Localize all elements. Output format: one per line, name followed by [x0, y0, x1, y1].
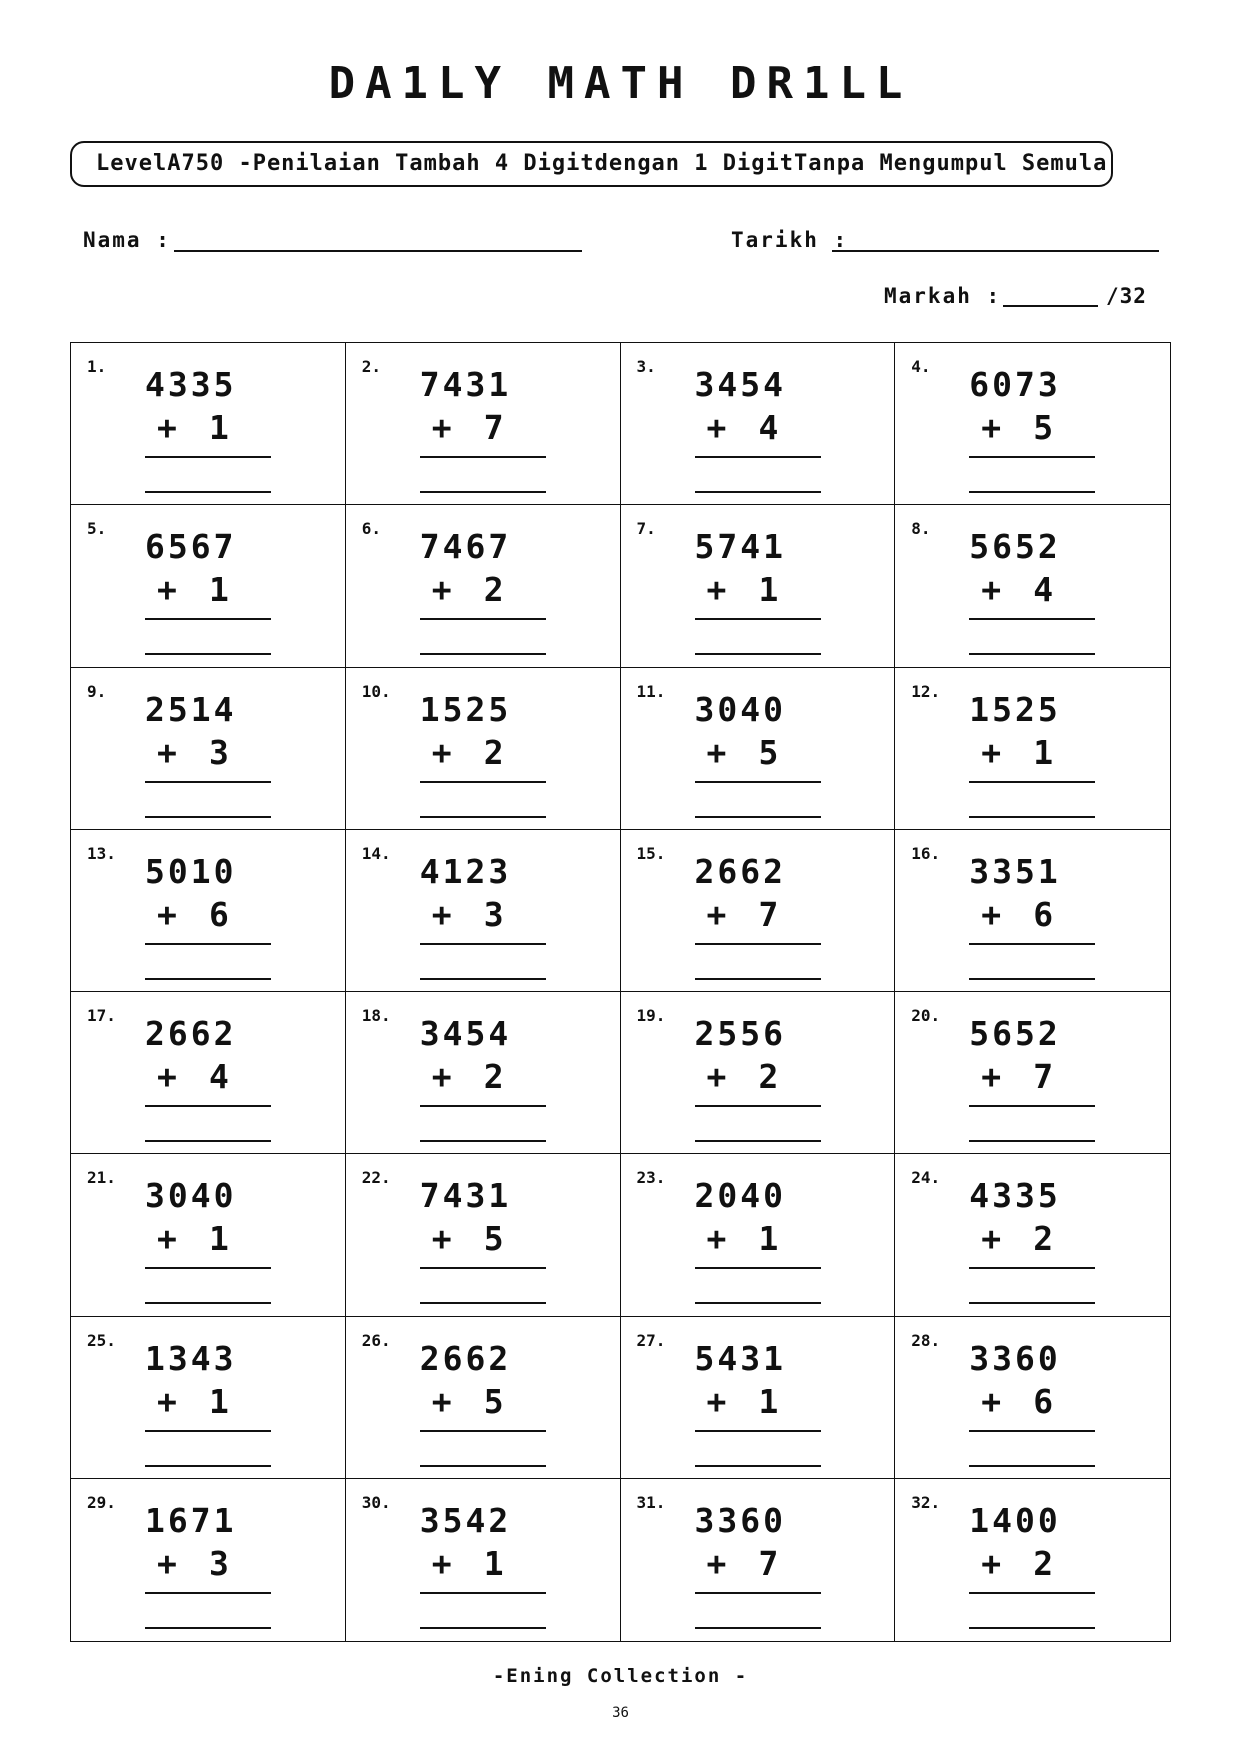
plus-sign: +	[157, 732, 177, 772]
problem-operand-bottom: 2	[1033, 1219, 1054, 1259]
problem-number: 27.	[636, 1330, 666, 1350]
problem-number: 8.	[911, 519, 931, 539]
problem-operand-top: 6073	[969, 365, 1061, 404]
plus-sign: +	[431, 1543, 452, 1583]
problem-operand-bottom: 1	[209, 408, 229, 447]
score-field[interactable]	[1003, 305, 1098, 307]
problem-number: 23.	[636, 1168, 666, 1188]
problem-cell	[71, 830, 346, 992]
answer-line[interactable]	[969, 1627, 1095, 1629]
answer-line[interactable]	[420, 653, 546, 655]
problem-operand-bottom: 4	[209, 1057, 229, 1096]
plus-sign: +	[706, 570, 727, 610]
problem-number: 14.	[361, 843, 391, 863]
problem-operand-top: 3360	[969, 1338, 1061, 1378]
problem-operand-top: 7431	[419, 1176, 512, 1216]
page-title: DA1LY MATH DR1LL	[328, 58, 913, 109]
plus-sign: +	[981, 570, 1002, 610]
plus-sign: +	[981, 1057, 1002, 1096]
problem-operand-top: 5652	[969, 1014, 1061, 1053]
answer-line[interactable]	[145, 1140, 271, 1142]
problem-operand-bottom: 5	[483, 1381, 504, 1421]
problem-operand-bottom: 2	[483, 732, 504, 772]
problem-operand-bottom: 7	[483, 408, 504, 447]
sum-line	[695, 1105, 821, 1107]
problem-operand-top: 5652	[969, 527, 1061, 567]
problem-operand-bottom: 6	[1033, 1381, 1054, 1421]
problem-cell	[895, 505, 1170, 667]
problem-operand-top: 5010	[145, 851, 237, 891]
answer-line[interactable]	[145, 1465, 271, 1467]
problem-operand-top: 1525	[419, 689, 512, 729]
sum-line	[695, 1430, 821, 1432]
problem-operand-bottom: 5	[483, 1219, 504, 1259]
problem-number: 6.	[361, 519, 382, 539]
sum-line	[145, 1592, 271, 1594]
problem-number: 5.	[87, 519, 107, 539]
answer-line[interactable]	[969, 816, 1095, 818]
problem-operand-bottom: 7	[758, 1543, 779, 1583]
problem-number: 16.	[911, 843, 941, 863]
problem-number: 32.	[911, 1492, 941, 1512]
problem-number: 28.	[911, 1330, 941, 1350]
answer-line[interactable]	[969, 653, 1095, 655]
answer-line[interactable]	[145, 1627, 271, 1629]
problem-cell	[346, 1479, 621, 1641]
problem-number: 29.	[87, 1492, 116, 1512]
plus-sign: +	[706, 1381, 727, 1421]
sum-line	[420, 1592, 546, 1594]
problem-cell	[71, 1317, 346, 1479]
problem-number: 4.	[911, 357, 931, 376]
problem-number: 11.	[636, 681, 666, 701]
plus-sign: +	[431, 570, 452, 610]
problem-operand-bottom: 1	[758, 570, 779, 610]
problem-operand-bottom: 5	[1033, 408, 1054, 447]
score-label: Markah :	[884, 284, 1002, 308]
problem-operand-top: 3454	[694, 365, 786, 404]
problem-operand-bottom: 2	[1033, 1543, 1054, 1583]
answer-line[interactable]	[969, 1140, 1095, 1142]
plus-sign: +	[706, 1057, 727, 1096]
problem-operand-top: 4123	[419, 851, 512, 891]
problem-operand-bottom: 2	[483, 570, 504, 610]
problem-operand-top: 2662	[145, 1014, 237, 1053]
problem-operand-bottom: 6	[209, 894, 229, 934]
problem-operand-bottom: 6	[1033, 894, 1054, 934]
page-number: 36	[612, 1705, 629, 1721]
sum-line	[420, 618, 546, 620]
answer-line[interactable]	[969, 978, 1095, 980]
answer-line[interactable]	[695, 978, 821, 980]
problem-operand-bottom: 4	[758, 408, 779, 447]
problem-cell	[346, 1154, 621, 1316]
problem-operand-bottom: 7	[758, 894, 779, 934]
problem-cell	[71, 343, 346, 505]
problem-cell	[621, 830, 896, 992]
problem-cell	[895, 1154, 1170, 1316]
answer-line[interactable]	[420, 1627, 546, 1629]
plus-sign: +	[706, 732, 727, 772]
problem-cell	[621, 1317, 896, 1479]
problem-number: 12.	[911, 681, 941, 701]
answer-line[interactable]	[695, 1465, 821, 1467]
sum-line	[969, 456, 1095, 458]
plus-sign: +	[431, 732, 452, 772]
problem-cell	[895, 830, 1170, 992]
sum-line	[145, 456, 271, 458]
sum-line	[695, 618, 821, 620]
problem-number: 19.	[636, 1006, 666, 1025]
problem-operand-bottom: 1	[758, 1381, 779, 1421]
footer-credit: -Ening Collection -	[492, 1665, 749, 1687]
answer-line[interactable]	[695, 816, 821, 818]
problem-operand-top: 5431	[694, 1338, 786, 1378]
problem-operand-top: 3040	[145, 1176, 237, 1216]
problem-cell	[895, 343, 1170, 505]
answer-line[interactable]	[145, 816, 271, 818]
problem-number: 15.	[636, 843, 666, 863]
sum-line	[969, 1430, 1095, 1432]
problem-operand-top: 2556	[694, 1014, 786, 1053]
problem-operand-top: 4335	[969, 1176, 1061, 1216]
problem-cell	[621, 505, 896, 667]
problem-number: 3.	[636, 357, 656, 376]
sum-line	[969, 1267, 1095, 1269]
answer-line[interactable]	[969, 491, 1095, 493]
problem-number: 26.	[361, 1330, 391, 1350]
plus-sign: +	[981, 408, 1002, 447]
sum-line	[420, 781, 546, 783]
plus-sign: +	[431, 1219, 452, 1259]
problem-operand-top: 2662	[419, 1338, 512, 1378]
problem-operand-bottom: 1	[483, 1543, 504, 1583]
answer-line[interactable]	[420, 1140, 546, 1142]
sum-line	[145, 618, 271, 620]
problem-operand-bottom: 1	[209, 1219, 229, 1259]
name-label: Nama :	[83, 228, 171, 252]
problem-cell	[71, 1154, 346, 1316]
sum-line	[695, 456, 821, 458]
date-field[interactable]	[832, 250, 1159, 252]
problem-operand-top: 7467	[419, 527, 512, 567]
sum-line	[145, 1430, 271, 1432]
problem-operand-top: 2040	[694, 1176, 786, 1216]
problem-operand-bottom: 5	[758, 732, 779, 772]
sum-line	[420, 456, 546, 458]
sum-line	[695, 1267, 821, 1269]
plus-sign: +	[431, 408, 452, 447]
problem-operand-bottom: 4	[1033, 570, 1054, 610]
score-total: /32	[1106, 284, 1147, 308]
sum-line	[420, 1430, 546, 1432]
sum-line	[420, 1105, 546, 1107]
problem-cell	[346, 343, 621, 505]
problem-operand-top: 3542	[419, 1500, 512, 1540]
plus-sign: +	[706, 408, 727, 447]
problem-cell	[895, 992, 1170, 1154]
sum-line	[695, 1592, 821, 1594]
problem-operand-bottom: 3	[209, 732, 229, 772]
plus-sign: +	[431, 1057, 452, 1096]
problem-operand-bottom: 3	[483, 894, 504, 934]
answer-line[interactable]	[695, 1302, 821, 1304]
answer-line[interactable]	[420, 491, 546, 493]
sum-line	[420, 943, 546, 945]
problem-cell	[71, 992, 346, 1154]
plus-sign: +	[157, 894, 177, 934]
sum-line	[969, 1105, 1095, 1107]
problem-cell	[895, 1479, 1170, 1641]
plus-sign: +	[431, 894, 452, 934]
problem-operand-top: 7431	[419, 365, 512, 404]
answer-line[interactable]	[420, 978, 546, 980]
plus-sign: +	[706, 894, 727, 934]
problem-operand-top: 3360	[694, 1500, 786, 1540]
plus-sign: +	[981, 1543, 1002, 1583]
problem-operand-top: 3454	[419, 1014, 512, 1053]
problem-operand-top: 6567	[145, 527, 237, 567]
plus-sign: +	[706, 1543, 727, 1583]
problem-operand-top: 1343	[145, 1338, 237, 1378]
answer-line[interactable]	[145, 491, 271, 493]
problem-operand-top: 2514	[145, 689, 237, 729]
problem-operand-bottom: 2	[758, 1057, 779, 1096]
problem-number: 1.	[87, 357, 107, 376]
answer-line[interactable]	[145, 978, 271, 980]
answer-line[interactable]	[695, 1627, 821, 1629]
sum-line	[969, 1592, 1095, 1594]
plus-sign: +	[706, 1219, 727, 1259]
problem-operand-top: 1525	[969, 689, 1061, 729]
problem-operand-top: 2662	[694, 851, 786, 891]
problem-number: 24.	[911, 1168, 941, 1188]
sum-line	[145, 1267, 271, 1269]
problem-number: 30.	[361, 1492, 391, 1512]
problem-number: 17.	[87, 1006, 116, 1025]
plus-sign: +	[157, 1381, 177, 1421]
problem-number: 22.	[361, 1168, 391, 1188]
problem-cell	[71, 505, 346, 667]
plus-sign: +	[157, 1219, 177, 1259]
answer-line[interactable]	[969, 1302, 1095, 1304]
problem-operand-top: 5741	[694, 527, 786, 567]
problem-cell	[71, 1479, 346, 1641]
problem-cell	[621, 1479, 896, 1641]
problem-operand-top: 4335	[145, 365, 237, 404]
sum-line	[969, 618, 1095, 620]
answer-line[interactable]	[145, 1302, 271, 1304]
plus-sign: +	[157, 1543, 177, 1583]
answer-line[interactable]	[695, 491, 821, 493]
problem-number: 25.	[87, 1330, 116, 1350]
sum-line	[145, 781, 271, 783]
problem-operand-top: 3351	[969, 851, 1061, 891]
problem-number: 2.	[361, 357, 382, 376]
plus-sign: +	[431, 1381, 452, 1421]
plus-sign: +	[981, 732, 1002, 772]
problem-operand-bottom: 3	[209, 1543, 229, 1583]
answer-line[interactable]	[695, 653, 821, 655]
name-field[interactable]	[174, 250, 582, 252]
problem-number: 31.	[636, 1492, 666, 1512]
problem-operand-bottom: 2	[483, 1057, 504, 1096]
problem-cell	[621, 668, 896, 830]
plus-sign: +	[157, 1057, 177, 1096]
problem-operand-bottom: 7	[1033, 1057, 1054, 1096]
problem-number: 18.	[361, 1006, 391, 1025]
problem-operand-top: 1671	[145, 1500, 237, 1540]
answer-line[interactable]	[969, 1465, 1095, 1467]
plus-sign: +	[981, 894, 1002, 934]
problem-cell	[346, 505, 621, 667]
problem-number: 9.	[87, 681, 107, 701]
answer-line[interactable]	[420, 1465, 546, 1467]
problem-operand-top: 1400	[969, 1500, 1061, 1540]
problem-grid	[70, 342, 1171, 1642]
sum-line	[420, 1267, 546, 1269]
problem-operand-top: 3040	[694, 689, 786, 729]
problem-operand-bottom: 1	[209, 1381, 229, 1421]
answer-line[interactable]	[695, 1140, 821, 1142]
level-description: LevelA750 -Penilaian Tambah 4 Digitdengan 1 DigitTanpa Mengumpul Semula	[70, 141, 1113, 187]
problem-operand-bottom: 1	[209, 570, 229, 610]
sum-line	[695, 781, 821, 783]
date-label: Tarikh :	[731, 228, 849, 252]
problem-number: 21.	[87, 1168, 116, 1188]
problem-cell	[71, 668, 346, 830]
problem-operand-bottom: 1	[758, 1219, 779, 1259]
problem-operand-bottom: 1	[1033, 732, 1054, 772]
problem-number: 13.	[87, 843, 116, 863]
answer-line[interactable]	[145, 653, 271, 655]
answer-line[interactable]	[420, 1302, 546, 1304]
problem-number: 10.	[361, 681, 391, 701]
plus-sign: +	[981, 1381, 1002, 1421]
plus-sign: +	[157, 408, 177, 447]
sum-line	[969, 943, 1095, 945]
sum-line	[145, 1105, 271, 1107]
sum-line	[695, 943, 821, 945]
sum-line	[145, 943, 271, 945]
sum-line	[969, 781, 1095, 783]
plus-sign: +	[981, 1219, 1002, 1259]
problem-cell	[621, 343, 896, 505]
problem-number: 7.	[636, 519, 656, 539]
problem-cell	[621, 992, 896, 1154]
answer-line[interactable]	[420, 816, 546, 818]
problem-cell	[621, 1154, 896, 1316]
problem-cell	[346, 992, 621, 1154]
plus-sign: +	[157, 570, 177, 610]
problem-cell	[895, 1317, 1170, 1479]
problem-cell	[346, 1317, 621, 1479]
problem-cell	[346, 668, 621, 830]
problem-cell	[346, 830, 621, 992]
problem-number: 20.	[911, 1006, 941, 1025]
problem-cell	[895, 668, 1170, 830]
